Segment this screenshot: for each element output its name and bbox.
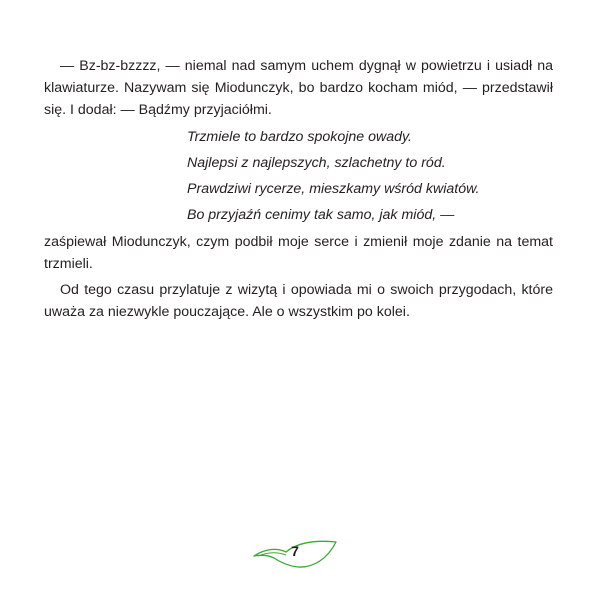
paragraph-after-poem: zaśpiewał Miodunczyk, czym podbił moje serce i zmienił moje zdanie na temat trzmieli. xyxy=(44,234,553,272)
poem-line: Prawdziwi rycerze, mieszkamy wśród kwiatów. xyxy=(187,181,480,197)
poem-line: Najlepsi z najlepszych, szlachetny to ród. xyxy=(187,155,446,171)
poem-line: Bo przyjaźń cenimy tak samo, jak miód, — xyxy=(187,207,455,223)
paragraph-intro: — Bz-bz-bzzzz, — niemal nad samym uchem dygnął w powietrzu i usiadł na klawiaturze. Nazywam się Miodunczyk, bo bardzo kocham miód, — przedstawił się. I dodał: — Bądźmy przyjaciółmi. xyxy=(44,58,553,118)
page-number: 7 xyxy=(291,543,299,559)
poem-stanza xyxy=(187,124,547,228)
paragraph-closing: Od tego czasu przylatuje z wizytą i opowiada mi o swoich przygodach, które uważa za niezwykle pouczające. Ale o wszystkim po kolei. xyxy=(44,282,553,320)
poem-line: Trzmiele to bardzo spokojne owady. xyxy=(187,129,413,145)
